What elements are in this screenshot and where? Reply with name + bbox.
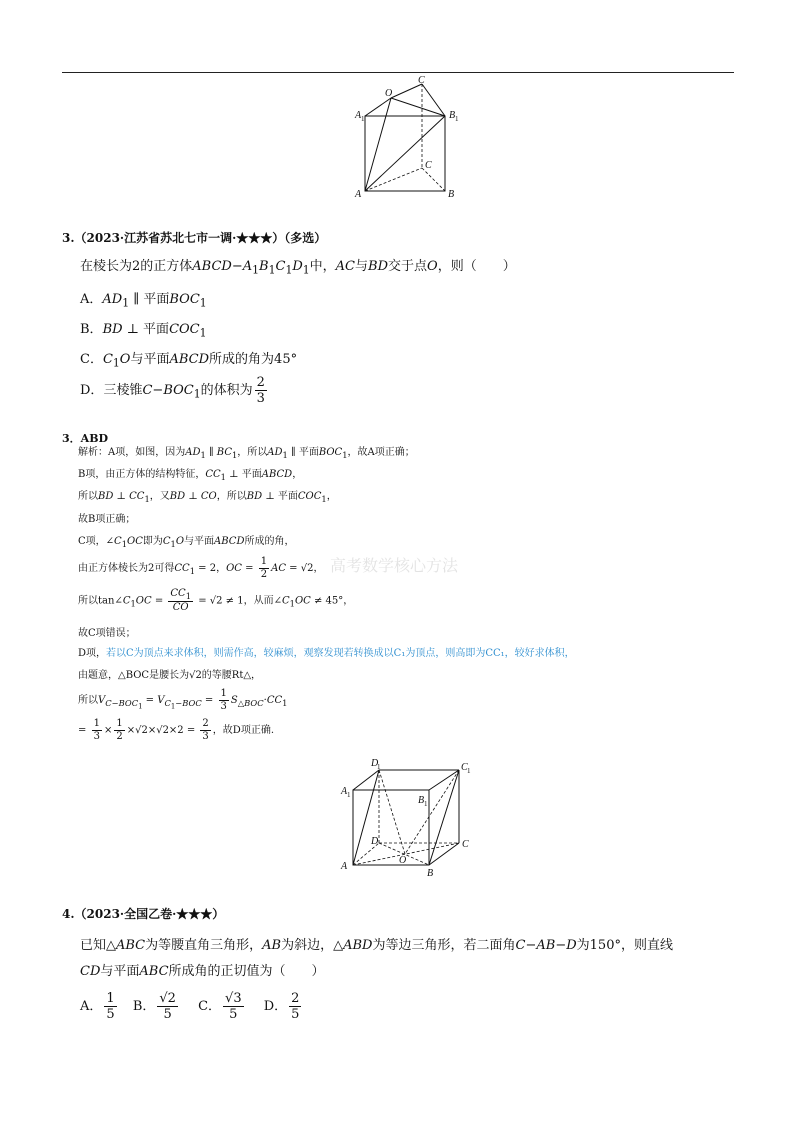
header-rule [62, 72, 734, 73]
label-d1: D [371, 758, 379, 769]
q4-option-a[interactable]: A． $\frac{1}{5}$ [80, 991, 115, 1022]
sol-line-11: 所以$V_{C-BOC_1} = V_{C_1-BOC}$ = $\frac{1}{3}$ $S_{\triangle BOC}\cdot CC_1$ [78, 688, 288, 712]
label-a: A [355, 189, 362, 200]
label-b1-cube: B [418, 795, 425, 806]
sol-line-3: 所以BD ⊥ $CC_1$，又BD ⊥ CO，所以BD ⊥ 平面$COC_1$， [78, 491, 337, 504]
sol-line-4: 故B项正确； [78, 514, 136, 525]
label-b: B [448, 189, 455, 200]
svg-text:1: 1 [467, 767, 471, 775]
q3-option-a[interactable]: A．$AD_1$ ∥ 平面$BOC_1$ [80, 292, 207, 310]
sol-line-2: B项，由正方体的结构特征，$CC_1$ ⊥ 平面ABCD， [78, 469, 303, 482]
label-o: O [385, 88, 393, 99]
label-a1-cube: A [341, 786, 348, 797]
label-a-cube: A [341, 861, 348, 872]
q4-option-b[interactable]: B． $\frac{√2}{5}$ [132, 991, 176, 1022]
prism-figure [345, 76, 465, 206]
label-c-top: C [418, 76, 425, 86]
cube-figure [335, 755, 475, 880]
label-d: D [371, 836, 379, 847]
q4-option-d[interactable]: D． $\frac{2}{5}$ [263, 991, 300, 1022]
q3-option-b[interactable]: B．BD ⊥ 平面$COC_1$ [80, 322, 207, 340]
label-o-cube: O [399, 855, 407, 866]
sol-line-12: = $\frac{1}{3}$ × $\frac{1}{2}$ ×√2×√2×2 = $\frac{2}{3}$ ，故D项正确. [78, 718, 274, 742]
svg-text:1: 1 [347, 791, 351, 799]
q4-options [80, 992, 303, 1021]
label-a1: A [355, 110, 362, 121]
label-c: C [462, 839, 469, 850]
watermark: 高考数学核心方法 [330, 556, 459, 575]
answer-line: 3．ABD [62, 432, 109, 445]
sol-line-6: 由正方体棱长为2可得$CC_1 = 2$，OC = $\frac{1}{2}$ AC = √2， [78, 556, 324, 580]
q4-option-c[interactable]: C． $\frac{√3}{5}$ [198, 991, 242, 1022]
label-c1: C [461, 762, 468, 773]
sol-line-1: 解析：A项，如图，因为$AD_1$ ∥ $BC_1$，所以$AD_1$ ∥ 平面$BOC_1$，故A项正确； [78, 447, 415, 460]
svg-text:1: 1 [455, 115, 459, 123]
sol-line-8: 故C项错误； [78, 628, 136, 639]
sol-line-7: 所以$\tan\angle C_1OC$ = $\frac{CC_1}{CO}$ = √2 ≠ 1，从而$\angle C_1OC \ne 45^\circ$， [78, 588, 354, 614]
label-b-cube: B [427, 868, 434, 879]
sol-line-10: 由题意，△BOC是腰长为√2的等腰Rt△， [78, 670, 262, 681]
sol-line-5: C项，$\angle C_1OC$即为$C_1O$与平面ABCD所成的角， [78, 536, 295, 549]
q3-stem: 在棱长为2的正方体$ABCD-A_1B_1C_1D_1$中，AC与BD交于点O，则（ ） [80, 259, 516, 277]
q3-option-c[interactable]: C．$C_1O$与平面ABCD所成的角为45° [80, 352, 298, 370]
svg-text:1: 1 [377, 763, 381, 771]
q4-stem-line-1: 已知△ABC为等腰直角三角形，AB为斜边，△ABD为等边三角形，若二面角C−AB−D为150°，则直线 [80, 938, 673, 953]
q3-header: 3.（2023·江苏省苏北七市一调·★★★）（多选） [62, 231, 327, 245]
label-c-bottom: C [425, 160, 432, 171]
q4-header: 4.（2023·全国乙卷·★★★） [62, 907, 225, 921]
svg-text:1: 1 [424, 800, 428, 808]
q4-stem-line-2: CD与平面ABC所成角的正切值为（ ） [80, 964, 325, 979]
sol-line-9: D项，若以C为顶点来求体积，则需作高，较麻烦，观察发现若转换成以C₁为顶点，则高即为CC₁，较好求体积， [78, 648, 575, 659]
label-b1: B [449, 110, 456, 121]
q3-option-d[interactable]: D．三棱锥$C-BOC_1$的体积为 $\frac{2}{3}$ [80, 375, 265, 406]
svg-text:1: 1 [361, 115, 365, 123]
